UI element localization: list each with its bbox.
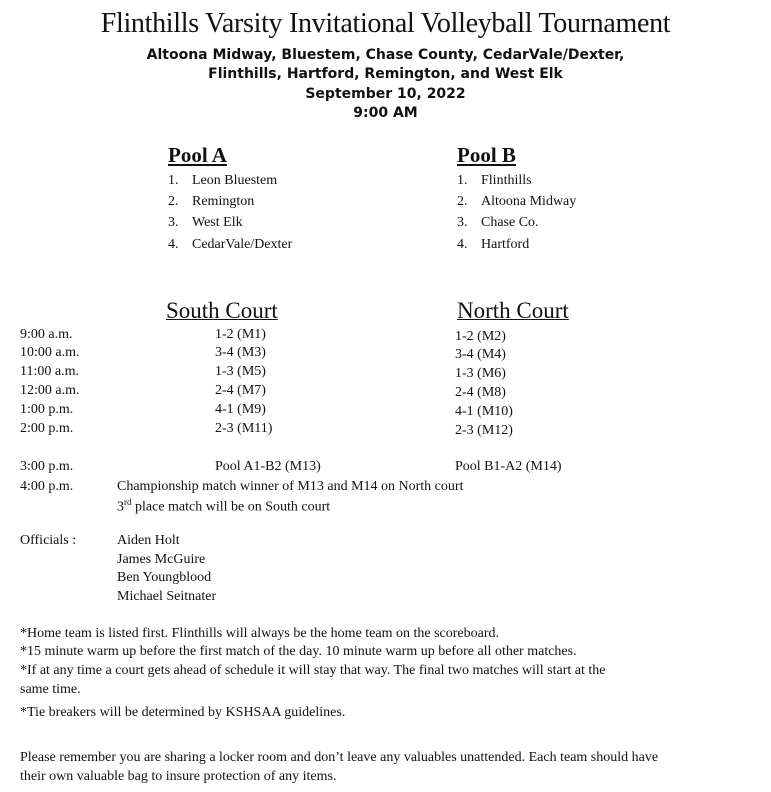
- footer-line: their own valuable bag to insure protection of any items.: [20, 769, 337, 784]
- south-match: 1-2 (M1): [215, 327, 266, 342]
- pool-team-name: West Elk: [192, 215, 243, 230]
- south-match: 3-4 (M3): [215, 345, 266, 360]
- final-time: 4:00 p.m.: [20, 479, 74, 494]
- pool-team-number: 4.: [168, 237, 179, 252]
- pool-heading: Pool A: [168, 143, 227, 167]
- schedule-time: 2:00 p.m.: [20, 421, 74, 436]
- pool-team-name: Leon Bluestem: [192, 173, 278, 188]
- pool-team-number: 1.: [457, 173, 468, 188]
- officials-label: Officials :: [20, 533, 77, 548]
- south-match: 2-3 (M11): [215, 421, 273, 436]
- note-line: *Home team is listed first. Flinthills will always be the home team on the scoreboard.: [20, 626, 500, 641]
- pool-team-number: 2.: [457, 194, 468, 209]
- south-match: 1-3 (M5): [215, 364, 266, 379]
- north-match: 2-3 (M12): [455, 423, 513, 438]
- south-match: 4-1 (M9): [215, 402, 266, 417]
- schedule-time: 11:00 a.m.: [20, 364, 79, 379]
- crossover-south: Pool A1-B2 (M13): [215, 459, 321, 474]
- pool-team-number: 3.: [168, 215, 179, 230]
- third-text: place match will be on South court: [131, 499, 331, 515]
- official-name: Michael Seitnater: [117, 589, 217, 604]
- third-num: 3: [117, 499, 124, 515]
- note-line: *15 minute warm up before the first match of the day. 10 minute warm up before all other matches.: [20, 644, 577, 659]
- crossover-north: Pool B1-A2 (M14): [455, 459, 562, 474]
- north-court-heading: North Court: [457, 298, 569, 323]
- pool-team-name: Hartford: [481, 237, 530, 252]
- schedule-time: 9:00 a.m.: [20, 327, 73, 342]
- note-line: *Tie breakers will be determined by KSHSAA guidelines.: [20, 705, 346, 720]
- footer-line: Please remember you are sharing a locker room and don’t leave any valuables unattended. Each team should have: [20, 750, 659, 765]
- championship-note: Championship match winner of M13 and M14 on North court: [117, 479, 464, 494]
- tournament-date: September 10, 2022: [305, 86, 466, 102]
- teams-line-2: Flinthills, Hartford, Remington, and West Elk: [208, 66, 563, 82]
- teams-line-1: Altoona Midway, Bluestem, Chase County, CedarVale/Dexter,: [146, 47, 625, 63]
- note-line: same time.: [20, 682, 81, 697]
- pool-team-number: 1.: [168, 173, 179, 188]
- pool-team-name: CedarVale/Dexter: [192, 237, 293, 252]
- crossover-time: 3:00 p.m.: [20, 459, 74, 474]
- pool-team-number: 2.: [168, 194, 179, 209]
- tournament-time: 9:00 AM: [353, 105, 418, 121]
- north-match: 1-2 (M2): [455, 329, 506, 344]
- pool-team-number: 3.: [457, 215, 468, 230]
- document-title: Flinthills Varsity Invitational Volleyball Tournament: [100, 8, 671, 39]
- pool-team-name: Chase Co.: [481, 215, 539, 230]
- north-match: 3-4 (M4): [455, 347, 506, 362]
- third-place-note: [117, 498, 330, 515]
- third-sup: rd: [124, 497, 132, 507]
- note-line: *If at any time a court gets ahead of schedule it will stay that way. The final two matches will start at the: [20, 663, 606, 678]
- official-name: Ben Youngblood: [117, 570, 212, 585]
- pool-team-name: Altoona Midway: [481, 194, 577, 209]
- schedule-time: 1:00 p.m.: [20, 402, 74, 417]
- south-match: 2-4 (M7): [215, 383, 266, 398]
- south-court-heading: South Court: [166, 298, 278, 323]
- pool-heading: Pool B: [457, 143, 516, 167]
- pool-team-name: Flinthills: [481, 173, 532, 188]
- official-name: Aiden Holt: [117, 533, 180, 548]
- schedule-time: 10:00 a.m.: [20, 345, 80, 360]
- north-match: 4-1 (M10): [455, 404, 513, 419]
- pool-team-number: 4.: [457, 237, 468, 252]
- pool-team-name: Remington: [192, 194, 255, 209]
- north-match: 2-4 (M8): [455, 385, 506, 400]
- north-match: 1-3 (M6): [455, 366, 506, 381]
- official-name: James McGuire: [117, 552, 206, 567]
- schedule-time: 12:00 a.m.: [20, 383, 80, 398]
